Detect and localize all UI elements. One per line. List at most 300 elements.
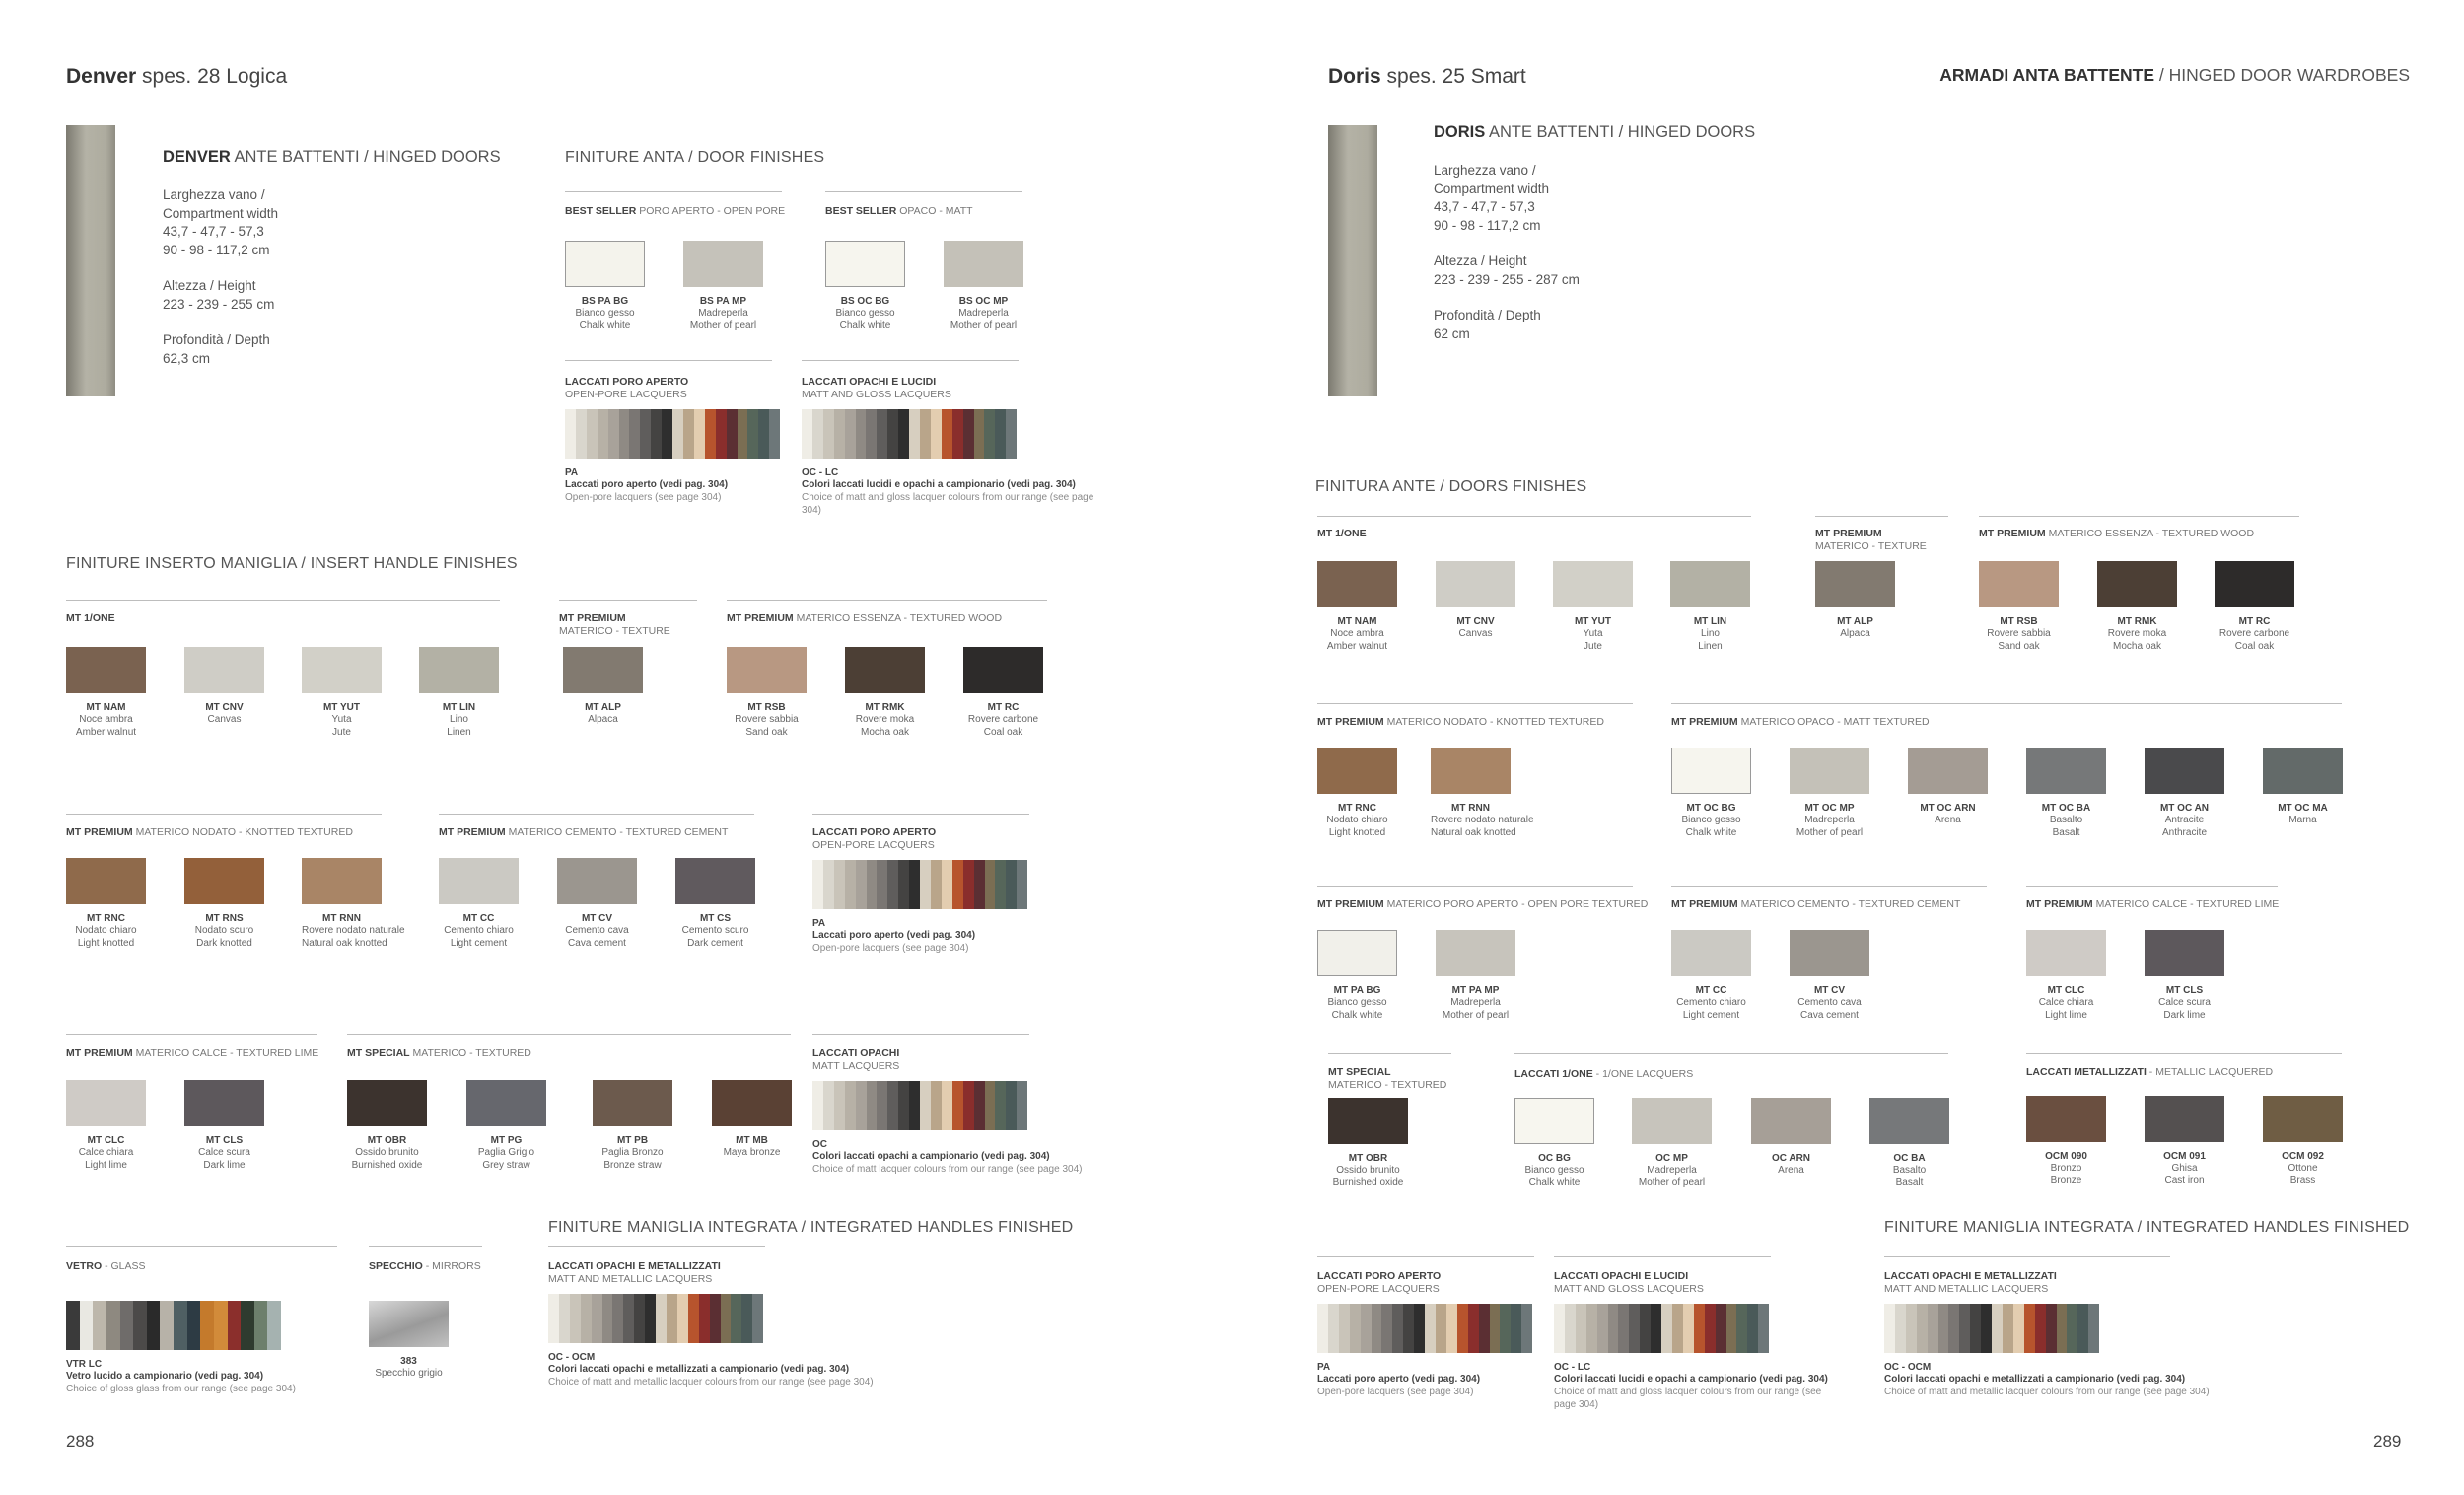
finish-swatch: [845, 647, 925, 739]
color-band: [1970, 1304, 1981, 1353]
lacquer-color-strip: [565, 409, 780, 459]
lacquer-color-strip: [812, 1081, 1027, 1130]
finish-swatch: [675, 858, 755, 950]
finish-name-it: Ossido brunito: [355, 1147, 419, 1158]
color-band: [1328, 1304, 1339, 1353]
finish-code: MT OC AN: [2159, 803, 2210, 814]
finish-name-it: Rovere sabbia: [1987, 628, 2051, 639]
finish-name-en: Mocha oak: [2113, 641, 2161, 652]
finish-code: MT CLS: [2165, 985, 2204, 996]
model-title: DENVER ANTE BATTENTI / HINGED DOORS: [163, 148, 501, 166]
finish-name-en: Mother of pearl: [689, 320, 757, 331]
color-chip: [683, 241, 763, 287]
finish-code: MT RSB: [2000, 616, 2038, 627]
finish-code: MT RNN: [322, 913, 361, 924]
finish-code: MT CS: [699, 913, 732, 924]
finish-code: BS PA MP: [699, 296, 747, 307]
color-band: [1350, 1304, 1361, 1353]
finish-name-it: Rovere moka: [855, 714, 915, 725]
page-title-right: Doris spes. 25 Smart: [1328, 65, 1526, 88]
color-band: [942, 409, 952, 459]
color-band: [995, 1081, 1006, 1130]
color-band: [752, 1294, 763, 1343]
finish-code: MT OC ARN: [1920, 803, 1976, 814]
section-title: FINITURE MANIGLIA INTEGRATA / INTEGRATED HANDLES FINISHED: [1884, 1219, 2410, 1236]
finish-swatch: [1671, 930, 1751, 1022]
finish-name-en: Brass: [2289, 1175, 2316, 1186]
color-band: [80, 1301, 94, 1350]
finish-name-it: Lino: [450, 714, 468, 725]
color-band: [559, 1294, 570, 1343]
color-band: [909, 860, 920, 909]
color-band: [942, 1081, 952, 1130]
finish-swatch: [2026, 1096, 2106, 1187]
color-band: [931, 1081, 942, 1130]
finish-name-it: Canvas: [207, 714, 242, 725]
color-chip: [2145, 748, 2224, 794]
color-band: [769, 409, 780, 459]
dimension-line: Altezza / Height: [1434, 253, 1527, 268]
finish-code: MT ALP: [1837, 616, 1873, 627]
color-band: [1884, 1304, 1895, 1353]
color-band: [1586, 1304, 1597, 1353]
dimension-line: Compartment width: [163, 205, 279, 221]
finish-swatch: [683, 241, 763, 332]
color-band: [1317, 1304, 1328, 1353]
group-mt-special: MT SPECIAL MATERICO - TEXTURED: [347, 1047, 531, 1060]
color-band: [887, 860, 898, 909]
finish-name-en: Coal oak: [2234, 641, 2275, 652]
color-band: [1705, 1304, 1716, 1353]
color-band: [845, 409, 856, 459]
color-chip: [2263, 748, 2343, 794]
finish-code: OC BA: [1893, 1153, 1926, 1164]
finish-swatch: [565, 241, 645, 332]
finish-swatch: [2145, 930, 2224, 1022]
color-band: [1006, 860, 1017, 909]
color-band: [1661, 1304, 1672, 1353]
color-band: [812, 1081, 823, 1130]
color-chip: [963, 647, 1043, 693]
finish-name-it: Calce chiara: [78, 1147, 134, 1158]
color-band: [1758, 1304, 1769, 1353]
color-band: [812, 409, 823, 459]
color-band: [1981, 1304, 1992, 1353]
color-band: [823, 860, 834, 909]
color-band: [608, 409, 619, 459]
finish-code: MT YUT: [1574, 616, 1612, 627]
color-chip: [557, 858, 637, 904]
color-band: [576, 409, 587, 459]
finish-name-en: Amber walnut: [75, 727, 137, 738]
finish-name-it: Alpaca: [1840, 628, 1870, 639]
color-band: [845, 860, 856, 909]
section-title: FINITURE ANTA / DOOR FINISHES: [565, 149, 825, 166]
color-chip: [419, 647, 499, 693]
finish-name-it: Nodato chiaro: [1326, 815, 1388, 825]
color-band: [1959, 1304, 1970, 1353]
color-band: [974, 860, 985, 909]
color-chip: [2026, 748, 2106, 794]
group-lacquers-one: LACCATI 1/ONE - 1/ONE LACQUERS: [1514, 1068, 1693, 1081]
color-band: [834, 409, 845, 459]
color-band: [1694, 1304, 1705, 1353]
color-band: [1500, 1304, 1511, 1353]
color-band: [738, 409, 748, 459]
group-mt-premium-texture: MT PREMIUM MATERICO - TEXTURE: [1815, 528, 1927, 553]
color-band: [1446, 1304, 1457, 1353]
finish-swatch: [66, 647, 146, 739]
color-band: [887, 409, 898, 459]
finish-name-en: Dark cement: [687, 938, 743, 949]
color-band: [592, 1294, 602, 1343]
finish-name-it: Arena: [1935, 815, 1961, 825]
color-band: [587, 409, 598, 459]
finish-name-en: Burnished oxide: [351, 1160, 423, 1171]
color-band: [1629, 1304, 1640, 1353]
color-band: [241, 1301, 254, 1350]
lacquer-group: LACCATI PORO APERTO OPEN-PORE LACQUERS PA Laccati poro aperto (vedi pag. 304) Open-pore lacquers (see page 304): [565, 376, 782, 504]
color-band: [909, 1081, 920, 1130]
finish-name-it: Nodato scuro: [194, 925, 254, 936]
color-band: [683, 409, 694, 459]
color-chip: [1671, 930, 1751, 976]
finish-swatch: [1670, 561, 1750, 653]
color-band: [1392, 1304, 1403, 1353]
color-band: [1554, 1304, 1565, 1353]
finish-code: MT OC MA: [2278, 803, 2328, 814]
finish-swatch: [1790, 748, 1869, 839]
finish-name-it: Cemento scuro: [681, 925, 749, 936]
color-band: [931, 409, 942, 459]
color-chip: [565, 241, 645, 287]
color-band: [802, 409, 812, 459]
group-mt-premium-texture: MT PREMIUM MATERICO - TEXTURE: [559, 612, 670, 638]
finish-code: MT PG: [490, 1135, 523, 1146]
color-band: [2003, 1304, 2013, 1353]
color-band: [1640, 1304, 1651, 1353]
dimension-line: Larghezza vano /: [163, 187, 265, 202]
finish-name-en: Jute: [1584, 641, 1602, 652]
door-panel-image: [1328, 125, 1377, 396]
color-band: [741, 1294, 752, 1343]
color-band: [727, 409, 738, 459]
finish-name-it: Marna: [2288, 815, 2317, 825]
page-number: 289: [2373, 1432, 2402, 1451]
color-band: [1457, 1304, 1468, 1353]
dimension-line: Larghezza vano /: [1434, 163, 1536, 178]
color-band: [920, 860, 931, 909]
color-band: [1716, 1304, 1726, 1353]
color-chip: [1751, 1098, 1831, 1144]
group-mt-special: MT SPECIAL MATERICO - TEXTURED: [1328, 1066, 1446, 1092]
group-mt-premium-wood: MT PREMIUM MATERICO ESSENZA - TEXTURED WOOD: [727, 612, 1002, 625]
color-band: [645, 1294, 656, 1343]
color-band: [619, 409, 630, 459]
finish-swatch: [2097, 561, 2177, 653]
finish-swatch: [2215, 561, 2294, 653]
color-band: [1726, 1304, 1737, 1353]
dimension-line: Altezza / Height: [163, 278, 256, 293]
color-band: [662, 409, 672, 459]
finish-name-it: Noce ambra: [1330, 628, 1384, 639]
color-chip: [1431, 748, 1511, 794]
color-band: [187, 1301, 201, 1350]
section-title: FINITURE MANIGLIA INTEGRATA / INTEGRATED HANDLES FINISHED: [548, 1219, 1074, 1236]
color-band: [1576, 1304, 1586, 1353]
finish-code: MT CNV: [1456, 616, 1495, 627]
finish-code: MT PA MP: [1451, 985, 1500, 996]
color-band: [1938, 1304, 1949, 1353]
finish-code: MT NAM: [1337, 616, 1377, 627]
color-band: [1906, 1304, 1917, 1353]
finish-code: MT RNC: [1338, 803, 1376, 814]
color-band: [995, 860, 1006, 909]
finish-swatch: [1514, 1098, 1594, 1189]
color-chip: [347, 1080, 427, 1126]
group-mt-premium-matt: MT PREMIUM MATERICO OPACO - MATT TEXTURED: [1671, 716, 1930, 729]
color-band: [565, 409, 576, 459]
finish-code: MT NAM: [86, 702, 126, 713]
finish-swatch: [712, 1080, 792, 1159]
finish-code: MT CLC: [2047, 985, 2085, 996]
finish-name-en: Light knotted: [1328, 827, 1386, 838]
finish-code: OC MP: [1655, 1153, 1688, 1164]
finish-code: MT OC MP: [1804, 803, 1855, 814]
color-band: [952, 860, 963, 909]
color-chip: [66, 858, 146, 904]
group-mt-premium-cement: MT PREMIUM MATERICO CEMENTO - TEXTURED CEMENT: [439, 826, 728, 839]
color-band: [174, 1301, 187, 1350]
finish-swatch: [1815, 561, 1895, 640]
finish-code: MT CC: [1695, 985, 1727, 996]
finish-swatch: [66, 858, 146, 950]
finish-name-it: Cemento chiaro: [444, 925, 514, 936]
finish-name-en: Dark lime: [2163, 1010, 2206, 1021]
color-band: [952, 409, 963, 459]
color-band: [1895, 1304, 1906, 1353]
color-band: [856, 860, 867, 909]
color-chip: [1979, 561, 2059, 607]
color-band: [581, 1294, 592, 1343]
color-chip: [2026, 930, 2106, 976]
color-band: [634, 1294, 645, 1343]
color-band: [942, 860, 952, 909]
finish-code: MT RSB: [747, 702, 786, 713]
finish-name-it: Arena: [1778, 1165, 1804, 1175]
finish-code: MT OC BA: [2041, 803, 2091, 814]
finish-code: MT RNC: [87, 913, 125, 924]
group-mt-premium-open-pore: MT PREMIUM MATERICO PORO APERTO - OPEN PORE TEXTURED: [1317, 898, 1648, 911]
spacer: [1434, 235, 1651, 252]
color-band: [1747, 1304, 1758, 1353]
color-band: [667, 1294, 677, 1343]
color-chip: [184, 647, 264, 693]
lacquer-group: LACCATI OPACHI MATT LACQUERS OC Colori laccati opachi a campionario (vedi pag. 304) Choice of matt lacquer colours from our range (see page 304): [812, 1047, 1118, 1175]
color-band: [1479, 1304, 1490, 1353]
color-band: [1017, 860, 1027, 909]
finish-name-en: Mother of pearl: [1638, 1177, 1706, 1188]
finish-name-it: Rovere carbone: [967, 714, 1039, 725]
section-title: FINITURE INSERTO MANIGLIA / INSERT HANDLE FINISHES: [66, 555, 518, 572]
color-band: [1618, 1304, 1629, 1353]
finish-name-en: Coal oak: [983, 727, 1023, 738]
finish-name-en: Sand oak: [745, 727, 788, 738]
finish-name-en: Linen: [1698, 641, 1723, 652]
color-band: [856, 1081, 867, 1130]
lacquer-group: LACCATI PORO APERTO OPEN-PORE LACQUERS PA Laccati poro aperto (vedi pag. 304) Open-pore lacquers (see page 304): [1317, 1270, 1544, 1398]
lacquer-group: LACCATI OPACHI E LUCIDI MATT AND GLOSS LACQUERS OC - LC Colori laccati lucidi e opachi a campionario (vedi pag. 304) Choice of matt and gloss lacquer colours from our range (see page 304): [1554, 1270, 1850, 1411]
finish-name-it: Cemento cava: [1797, 997, 1862, 1008]
color-chip: [825, 241, 905, 287]
finish-swatch: [439, 858, 519, 950]
finish-name-it: Yuta: [1583, 628, 1603, 639]
color-band: [1565, 1304, 1576, 1353]
finish-swatch: [302, 647, 382, 739]
finish-name-en: Light cement: [1682, 1010, 1740, 1021]
lacquer-group: LACCATI OPACHI E LUCIDI MATT AND GLOSS LACQUERS OC - LC Colori laccati lucidi e opachi a campionario (vedi pag. 304) Choice of matt and gloss lacquer colours from our range (see page 304): [802, 376, 1107, 517]
finish-code: OCM 092: [2282, 1151, 2324, 1162]
finish-swatch: [1328, 1098, 1408, 1189]
finish-name-it: Bianco gesso: [1524, 1165, 1584, 1175]
color-band: [2067, 1304, 2077, 1353]
finish-code: MT OBR: [1348, 1153, 1388, 1164]
finish-code: MT CLC: [87, 1135, 125, 1146]
glass-group: VETRO - GLASS VTR LC Vetro lucido a campionario (vedi pag. 304) Choice of gloss glass from our range (see page 304): [66, 1260, 352, 1395]
finish-name-it: Ossido brunito: [1336, 1165, 1400, 1175]
finish-name-it: Rovere moka: [2107, 628, 2167, 639]
color-chip: [1317, 561, 1397, 607]
color-chip: [1317, 930, 1397, 976]
door-panel-image: [66, 125, 115, 396]
color-band: [160, 1301, 174, 1350]
finish-code: MT CC: [462, 913, 495, 924]
finish-swatch: [347, 1080, 427, 1172]
color-chip: [1317, 748, 1397, 794]
finish-name-en: Basalt: [2052, 827, 2080, 838]
finish-code: MT RC: [2238, 616, 2271, 627]
lacquer-group: LACCATI OPACHI E METALLIZZATI MATT AND METALLIC LACQUERS OC - OCM Colori laccati opachi e metallizzati a campionario (vedi pag. 304) Choice of matt and metallic lacquer colours from our range (see page 304): [548, 1260, 962, 1388]
color-band: [214, 1301, 228, 1350]
color-band: [570, 1294, 581, 1343]
color-band: [909, 409, 920, 459]
finish-name-en: Natural oak knotted: [1431, 827, 1516, 838]
finish-swatch: [593, 1080, 672, 1172]
page-title-left: Denver spes. 28 Logica: [66, 65, 288, 88]
finish-swatch: [1553, 561, 1633, 653]
finish-swatch: [1317, 748, 1397, 839]
color-band: [758, 409, 769, 459]
finish-code: MT CV: [1813, 985, 1846, 996]
color-band: [920, 1081, 931, 1130]
color-band: [931, 860, 942, 909]
color-band: [1381, 1304, 1392, 1353]
finish-code: BS PA BG: [581, 296, 629, 307]
finish-swatch: [1632, 1098, 1712, 1189]
finish-name-it: Madreperla: [958, 308, 1009, 319]
finish-name-it: Cemento cava: [565, 925, 629, 936]
color-band: [623, 1294, 634, 1343]
color-band: [1928, 1304, 1938, 1353]
color-chip: [66, 647, 146, 693]
color-band: [963, 860, 974, 909]
finish-swatch: [184, 647, 264, 726]
finish-code: MT CV: [581, 913, 613, 924]
group-best-seller-open-pore: BEST SELLER PORO APERTO - OPEN PORE: [565, 205, 785, 218]
finish-name-it: Rovere nodato naturale: [1431, 815, 1534, 825]
color-chip: [1790, 930, 1869, 976]
dimension-line: 62 cm: [1434, 325, 1470, 341]
finish-code: MT OBR: [367, 1135, 407, 1146]
color-band: [1425, 1304, 1436, 1353]
group-mt-one: MT 1/ONE: [66, 612, 115, 625]
dimensions: [163, 186, 360, 368]
color-band: [963, 1081, 974, 1130]
color-band: [699, 1294, 710, 1343]
finish-swatch: [1431, 748, 1534, 839]
color-chip: [2215, 561, 2294, 607]
finish-code: OCM 090: [2045, 1151, 2087, 1162]
finish-name-it: Noce ambra: [79, 714, 133, 725]
finish-code: MT RNS: [205, 913, 244, 924]
finish-swatch: [557, 858, 637, 950]
color-chip: [1790, 748, 1869, 794]
color-band: [823, 1081, 834, 1130]
color-chip: [2026, 1096, 2106, 1142]
finish-code: BS OC BG: [840, 296, 890, 307]
glass-color-strip: [66, 1301, 281, 1350]
group-mt-premium-knotted: MT PREMIUM MATERICO NODATO - KNOTTED TEXTURED: [66, 826, 353, 839]
color-band: [710, 1294, 721, 1343]
finish-swatch: [466, 1080, 546, 1172]
color-chip: [1908, 748, 1988, 794]
finish-swatch: [419, 647, 499, 739]
finish-name-it: Nodato chiaro: [75, 925, 137, 936]
color-chip: [66, 1080, 146, 1126]
color-band: [629, 409, 640, 459]
lacquer-color-strip: [1317, 1304, 1532, 1353]
color-band: [672, 409, 683, 459]
finish-code: MT OC BG: [1686, 803, 1736, 814]
color-chip: [1815, 561, 1895, 607]
color-band: [1372, 1304, 1382, 1353]
color-band: [688, 1294, 699, 1343]
finish-code: OC BG: [1538, 1153, 1571, 1164]
finish-name-it: Yuta: [331, 714, 352, 725]
finish-swatch: [727, 647, 807, 739]
color-band: [1006, 409, 1017, 459]
finish-swatch: [1979, 561, 2059, 653]
finish-name-en: Sand oak: [1998, 641, 2040, 652]
dimension-line: 62,3 cm: [163, 350, 211, 366]
finish-name-it: Maya bronze: [723, 1147, 781, 1158]
color-chip: [2097, 561, 2177, 607]
finish-name-en: Linen: [447, 727, 471, 738]
color-band: [887, 1081, 898, 1130]
finish-name-en: Amber walnut: [1326, 641, 1388, 652]
color-band: [984, 409, 995, 459]
color-chip: [1328, 1098, 1408, 1144]
finish-name-en: Grey straw: [482, 1160, 530, 1171]
dimension-line: 223 - 239 - 255 cm: [163, 296, 275, 312]
color-chip: [563, 647, 643, 693]
finish-name-en: Mocha oak: [861, 727, 909, 738]
finish-name-it: Calce scura: [198, 1147, 250, 1158]
color-band: [721, 1294, 732, 1343]
lacquer-color-strip: [1554, 1304, 1769, 1353]
finish-name-it: Cemento chiaro: [1676, 997, 1746, 1008]
color-band: [66, 1301, 80, 1350]
